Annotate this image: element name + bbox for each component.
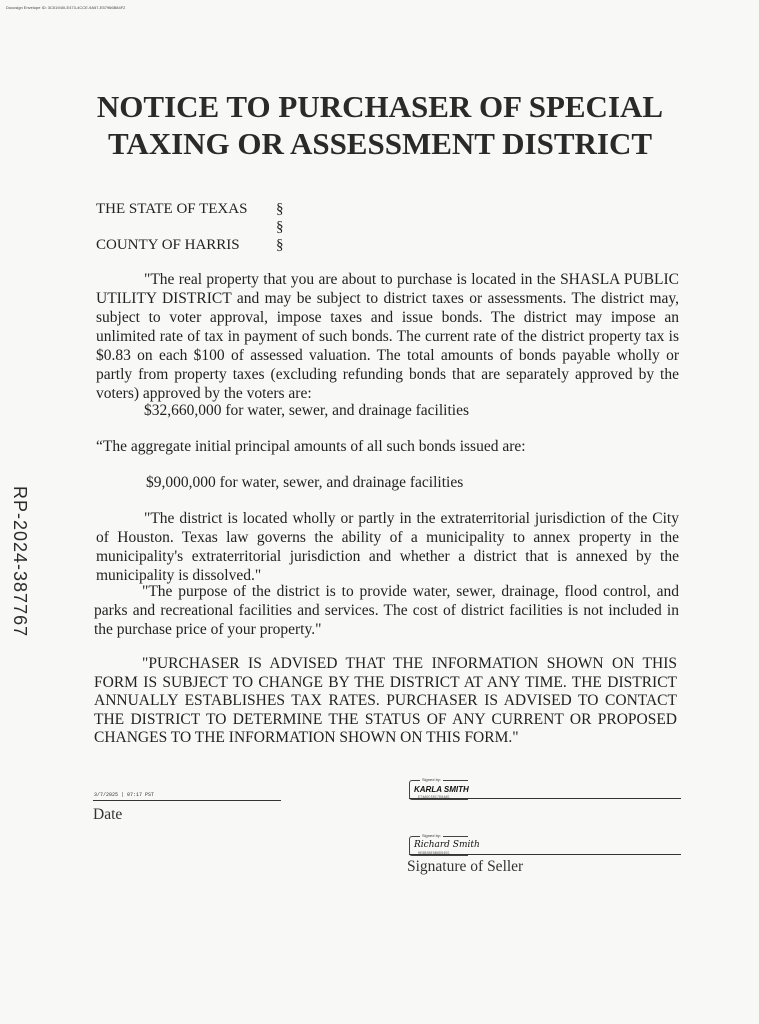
- signer-2-name: Richard Smith: [414, 840, 480, 850]
- approved-amount: $32,660,000 for water, sewer, and drainage facilities: [144, 402, 470, 419]
- jurisdiction-paragraph: "The district is located wholly or partly in the extraterritorial jurisdiction of the City of Houston. Texas law governs the ability of a municipality to annex property in the municipality's extraterritorial jurisdiction and whether a district that is annexed by the municipality is dissolved.": [96, 510, 679, 584]
- title-line-2: TAXING OR ASSESSMENT DISTRICT: [107, 126, 653, 161]
- envelope-id: Docusign Envelope ID: 3C51940I-E473-4CCE-9A57-E57966B84F2: [6, 5, 126, 10]
- venue-state: [96, 201, 284, 218]
- signed-by-label-2: Signed by:: [422, 833, 441, 838]
- date-line: [93, 800, 281, 801]
- signed-date: 3/7/2025 | 07:17 PST: [94, 792, 155, 798]
- date-label: Date: [93, 806, 123, 823]
- section-mark: §: [276, 201, 284, 217]
- state-label: THE STATE OF TEXAS: [96, 201, 248, 217]
- issued-amount: $9,000,000 for water, sewer, and drainage facilities: [146, 474, 464, 491]
- signer-1-name: KARLA SMITH: [414, 785, 469, 794]
- document-title: [60, 88, 700, 162]
- seller-signature-label: Signature of Seller: [407, 858, 524, 875]
- intro-paragraph: "The real property that you are about to purchase is located in the SHASLA PUBLIC UTILITY DISTRICT and may be subject to district taxes or assessments. The district may, subject to voter approval, impose taxes and issue bonds. The district may impose an unlimited rate of tax in payment of such bonds. The current rate of the district property tax is $0.83 on each $100 of assessed valuation. The total amounts of bonds payable wholly or partly from property taxes (excluding refunding bonds that are separately approved by the voters) approved by the voters are:: [96, 271, 679, 402]
- signature-line-1: [409, 798, 681, 799]
- venue-county: [96, 237, 284, 254]
- aggregate-intro: “The aggregate initial principal amounts of all such bonds issued are:: [96, 438, 526, 455]
- signed-by-label-1: Signed by:: [422, 777, 441, 782]
- title-line-1: NOTICE TO PURCHASER OF SPECIAL: [96, 89, 664, 124]
- section-mark: §: [276, 237, 284, 253]
- county-label: COUNTY OF HARRIS: [96, 237, 240, 253]
- signer-1-id: E74A0C50C7D84A5: [418, 796, 450, 800]
- purpose-paragraph: "The purpose of the district is to provide water, sewer, drainage, flood control, and parks and recreational facilities and services. The cost of district facilities is not included in the purchase price of your property.": [94, 583, 679, 638]
- side-stamp: RP-2024-387767: [10, 486, 30, 638]
- signature-line-2: [409, 854, 681, 855]
- advisory-paragraph: "PURCHASER IS ADVISED THAT THE INFORMATION SHOWN ON THIS FORM IS SUBJECT TO CHANGE BY THE DISTRICT AT ANY TIME. THE DISTRICT ANNUALLY ESTABLISHES TAX RATES. PURCHASER IS ADVISED TO CONTACT THE DISTRICT TO DETERMINE THE STATUS OF ANY CURRENT OR PROPOSED CHANGES TO THE INFORMATION SHOWN ON THIS FORM.": [94, 655, 677, 746]
- section-mark: §: [276, 219, 284, 235]
- signer-2-id: 0E8B3BE8B6D8455: [418, 852, 450, 856]
